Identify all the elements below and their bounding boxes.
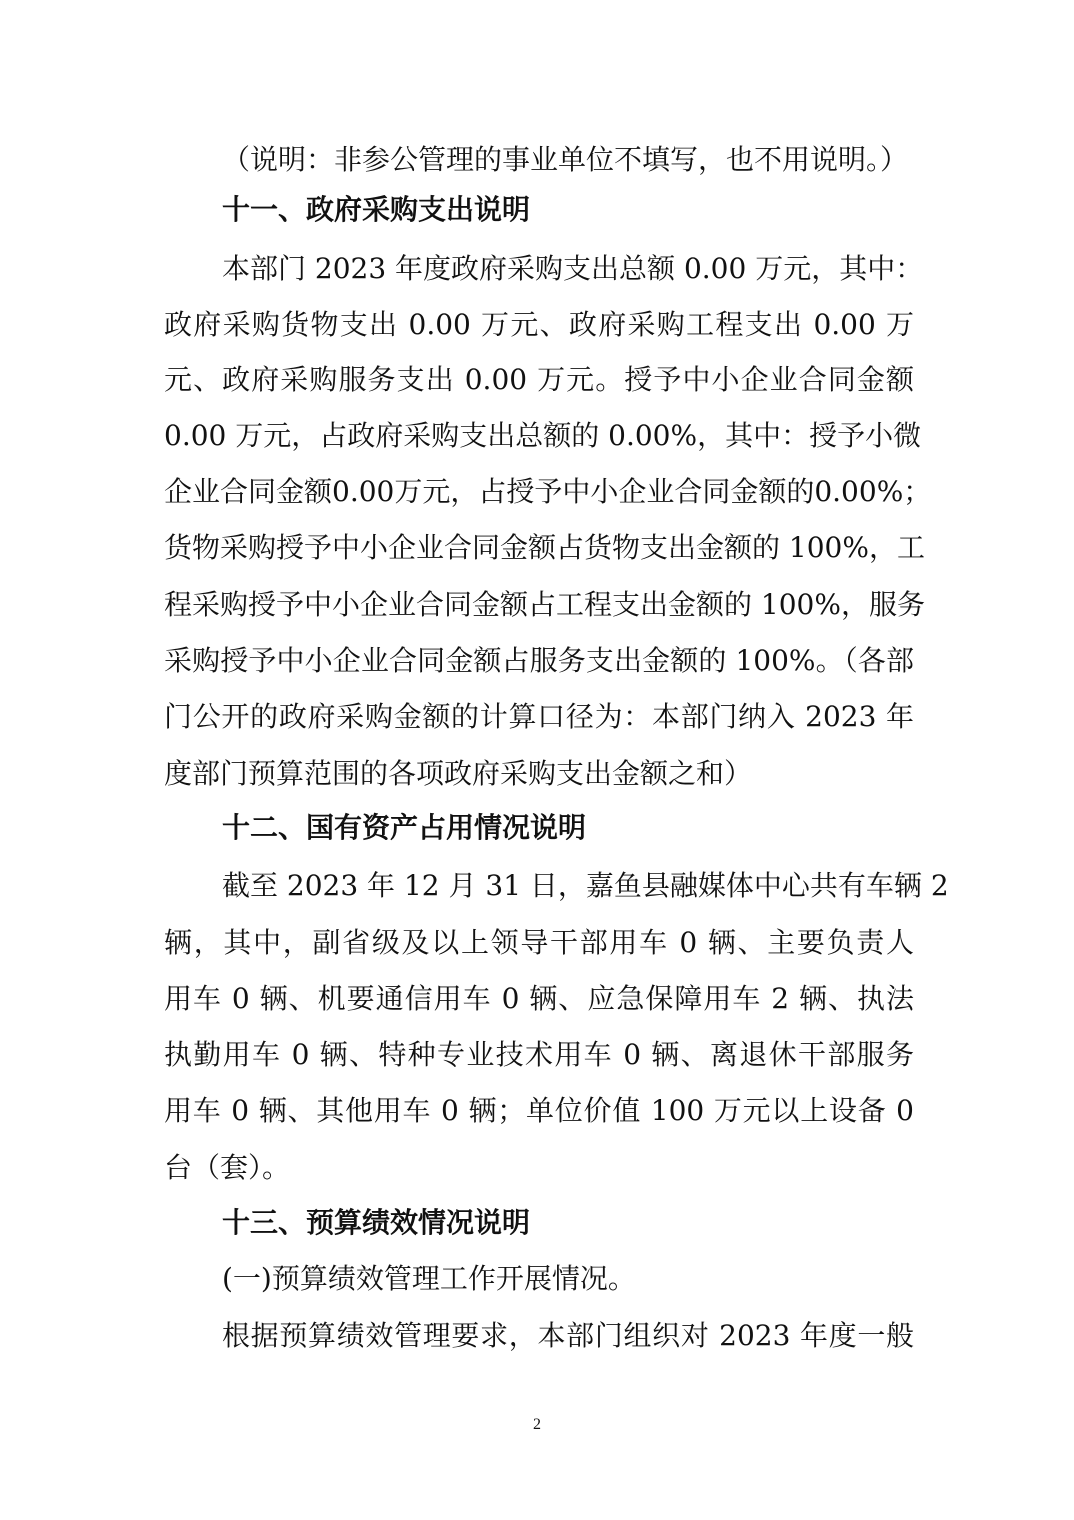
section-12-line: 台（套）。 xyxy=(164,1151,291,1184)
section-11-heading: 十一、政府采购支出说明 xyxy=(222,193,531,226)
section-11-line: 企业合同金额0.00万元，占授予中小企业合同金额的0.00%； xyxy=(164,475,932,508)
section-11-line: 度部门预算范围的各项政府采购支出金额之和） xyxy=(164,757,753,790)
section-11-line: 程采购授予中小企业合同金额占工程支出金额的 100%，服务 xyxy=(164,588,925,621)
section-11-line: 货物采购授予中小企业合同金额占货物支出金额的 100%，工 xyxy=(164,531,925,564)
page-number: 2 xyxy=(533,1416,541,1433)
section-11-line: 政府采购货物支出 0.00 万元、政府采购工程支出 0.00 万 xyxy=(164,308,914,341)
note-text: （说明：非参公管理的事业单位不填写，也不用说明。） xyxy=(222,143,909,176)
section-12-line: 用车 0 辆、其他用车 0 辆；单位价值 100 万元以上设备 0 xyxy=(164,1094,914,1127)
section-12-line: 用车 0 辆、机要通信用车 0 辆、应急保障用车 2 辆、执法 xyxy=(164,982,914,1015)
section-13-subheading: (一)预算绩效管理工作开展情况。 xyxy=(222,1262,636,1295)
section-11-line: 本部门 2023 年度政府采购支出总额 0.00 万元，其中： xyxy=(222,252,924,285)
section-12-line: 辆，其中，副省级及以上领导干部用车 0 辆、主要负责人 xyxy=(164,926,914,959)
section-11-line: 采购授予中小企业合同金额占服务支出金额的 100%。（各部 xyxy=(164,644,914,677)
section-13-line: 根据预算绩效管理要求，本部门组织对 2023 年度一般 xyxy=(222,1319,914,1352)
section-11-line: 元、政府采购服务支出 0.00 万元。授予中小企业合同金额 xyxy=(164,363,914,396)
section-11-line: 0.00 万元，占政府采购支出总额的 0.00%，其中：授予小微 xyxy=(164,419,922,452)
section-13-heading: 十三、预算绩效情况说明 xyxy=(222,1206,531,1239)
section-11-line: 门公开的政府采购金额的计算口径为：本部门纳入 2023 年 xyxy=(164,700,914,733)
section-12-line: 截至 2023 年 12 月 31 日，嘉鱼县融媒体中心共有车辆 2 xyxy=(222,869,949,902)
section-12-line: 执勤用车 0 辆、特种专业技术用车 0 辆、离退休干部服务 xyxy=(164,1038,914,1071)
section-12-heading: 十二、国有资产占用情况说明 xyxy=(222,811,587,844)
